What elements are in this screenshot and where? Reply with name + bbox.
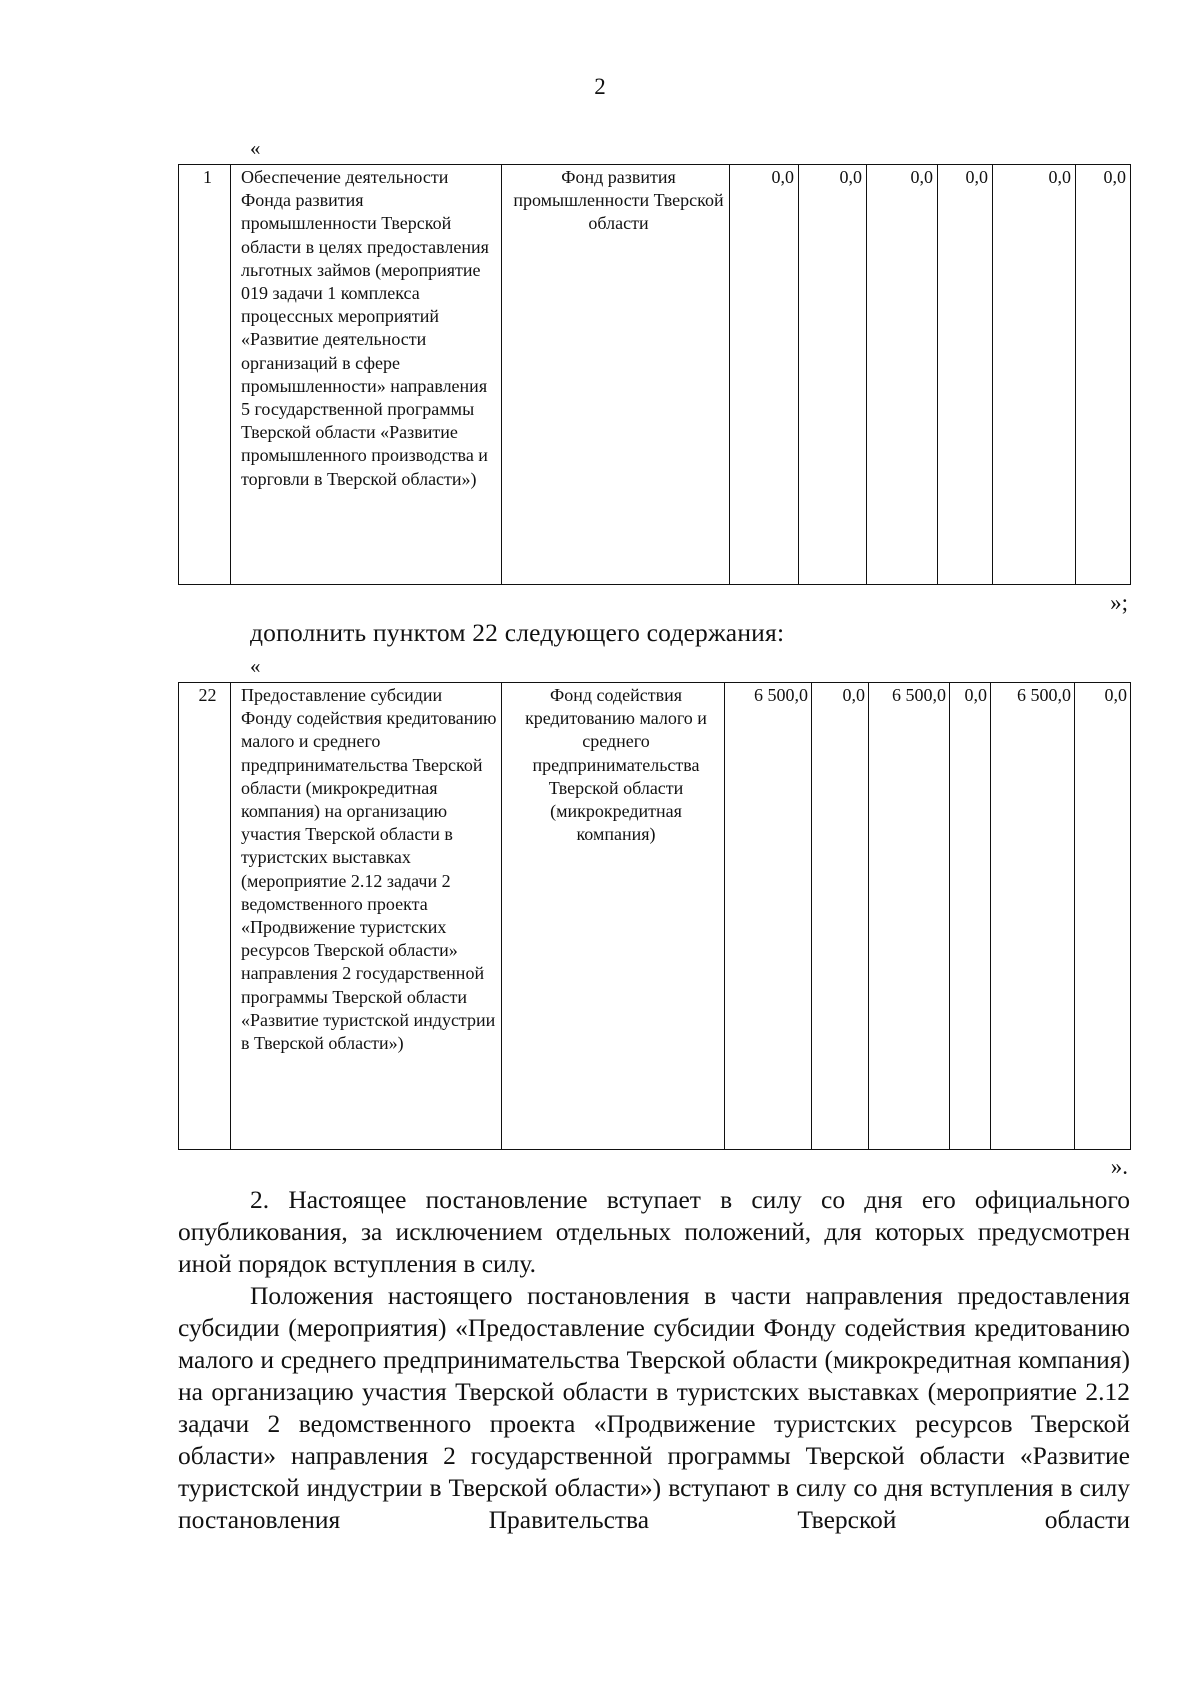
row-number-cell: 22 (179, 683, 231, 1150)
value-cell-1: 0,0 (730, 165, 799, 585)
value-cell-3: 0,0 (867, 165, 938, 585)
opening-quote-2: « (250, 654, 261, 678)
value-cell-2: 0,0 (799, 165, 867, 585)
measure-name-cell: Обеспечение деятельности Фонда развития промышленности Тверской области в целях предоставления льготных займов (мероприятие 019 задачи 1 комплекса процессных мероприятий «Развитие деятельности организаций в сфере промышленности» направления 5 государственной программы Тверской области «Развитие промышленного производства и торговли в Тверской области») (231, 165, 502, 585)
value-cell-5: 6 500,0 (991, 683, 1075, 1150)
value-cell-3: 6 500,0 (869, 683, 950, 1150)
closing-quote-2: ». (1110, 1154, 1128, 1179)
value-cell-6: 0,0 (1076, 165, 1131, 585)
paragraph-provisions: Положения настоящего постановления в части направления предоставления субсидии (мероприятия) «Предоставление субсидии Фонду содействия кредитованию малого и среднего предпринимательства Тверской области (микрокредитная компания) на организацию участия Тверской области в туристских выставках (мероприятие 2.12 задачи 2 ведомственного проекта «Продвижение туристских ресурсов Тверской области» направления 2 государственной программы Тверской области «Развитие туристской индустрии в Тверской области») вступают в силу со дня вступления в силу постановления Правительства Тверской области (178, 1281, 1130, 1534)
page-number: 2 (594, 74, 606, 99)
organization-cell: Фонд содействия кредитованию малого и среднего предпринимательства Тверской области (микрокредитная компания) (502, 683, 725, 1150)
measures-table-row-22 (178, 682, 1131, 1150)
value-cell-2: 0,0 (812, 683, 869, 1150)
table-row (179, 683, 1131, 1150)
value-cell-4: 0,0 (938, 165, 993, 585)
paragraph-effective-date: 2. Настоящее постановление вступает в силу со дня его официального опубликования, за исключением отдельных положений, для которых предусмотрен иной порядок вступления в силу. (178, 1185, 1130, 1278)
opening-quote-1: « (250, 136, 261, 160)
closing-quote-1: »; (1110, 590, 1128, 615)
table-row (179, 165, 1131, 585)
value-cell-1: 6 500,0 (725, 683, 812, 1150)
body-paragraphs (178, 1184, 1130, 1536)
measure-name-cell: Предоставление субсидии Фонду содействия кредитованию малого и среднего предпринимательства Тверской области (микрокредитная компания) на организацию участия Тверской области в туристских выставках (мероприятие 2.12 задачи 2 ведомственного проекта «Продвижение туристских ресурсов Тверской области» направления 2 государственной программы Тверской области «Развитие туристской индустрии в Тверской области») (231, 683, 502, 1150)
value-cell-4: 0,0 (950, 683, 991, 1150)
amendment-intro: дополнить пунктом 22 следующего содержания: (250, 618, 785, 647)
row-number-cell: 1 (179, 165, 231, 585)
measures-table-row-1 (178, 164, 1131, 585)
value-cell-5: 0,0 (993, 165, 1076, 585)
organization-cell: Фонд развития промышленности Тверской области (502, 165, 730, 585)
value-cell-6: 0,0 (1075, 683, 1131, 1150)
